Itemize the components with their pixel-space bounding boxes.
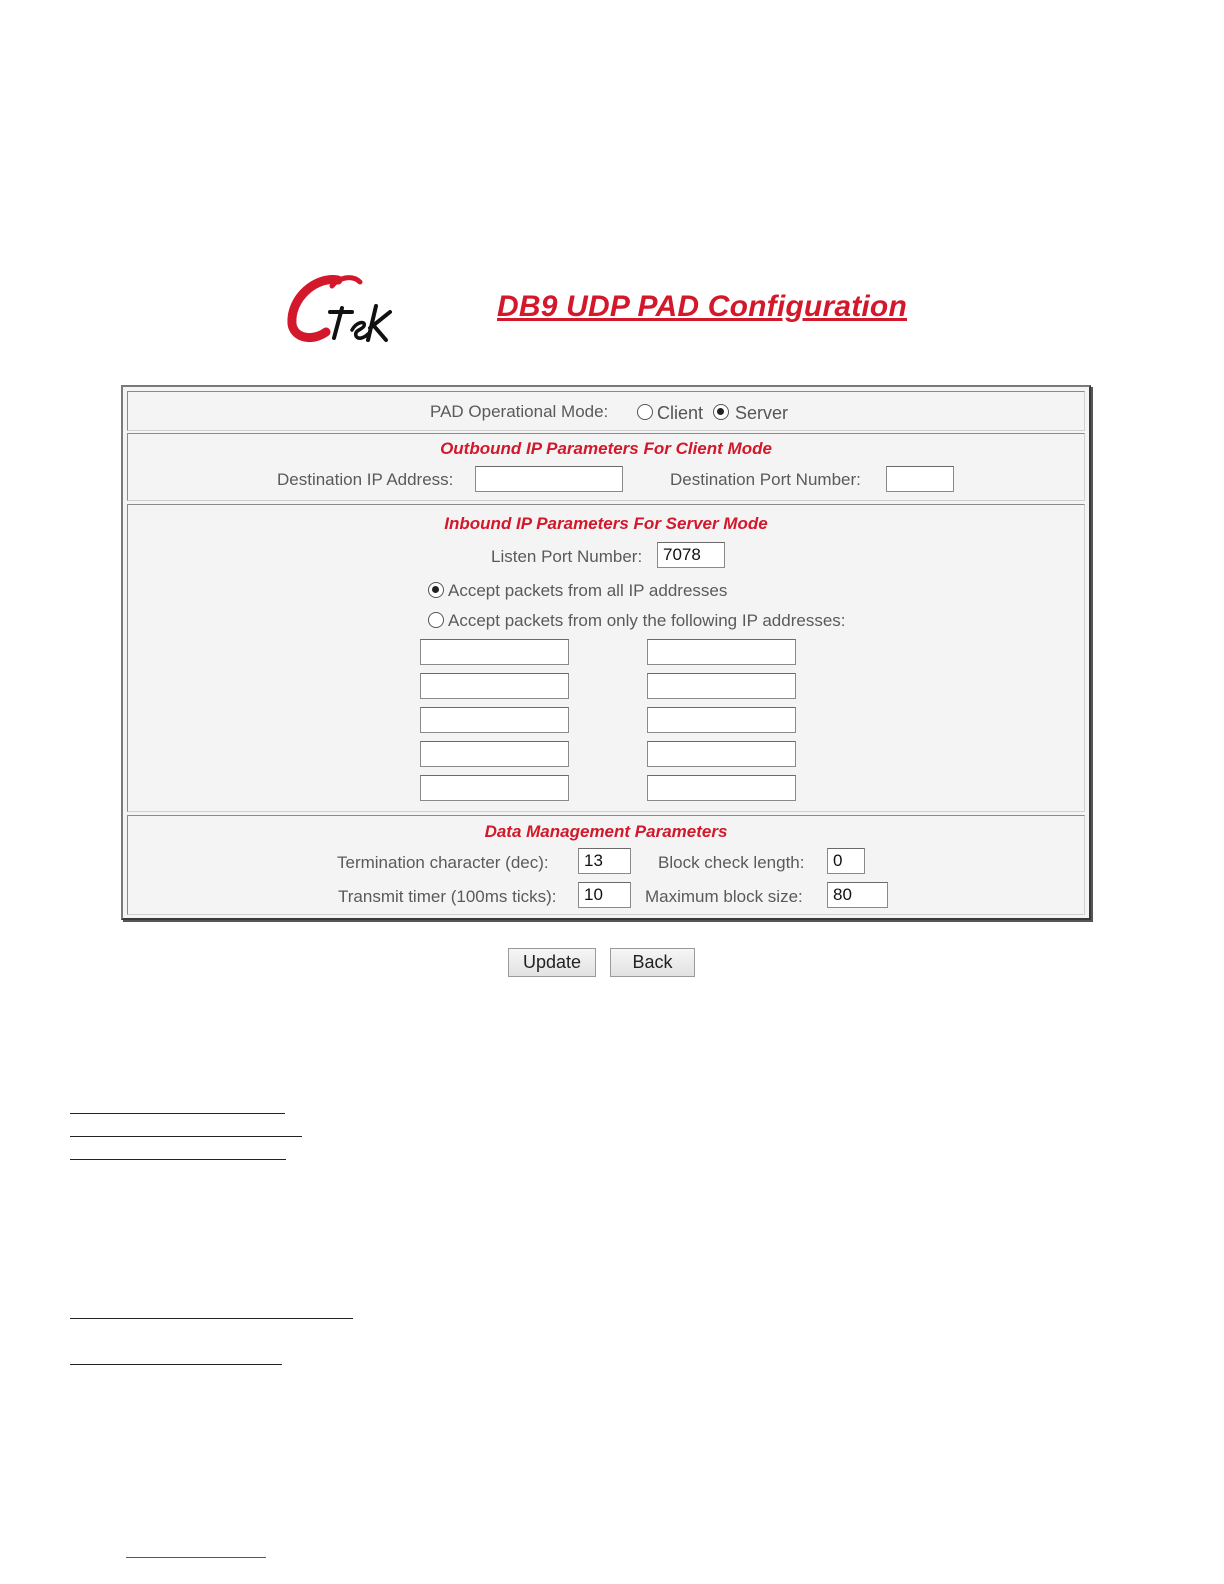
ctek-logo [286,272,398,348]
server-label: Server [735,403,789,423]
underline-rule [70,1136,302,1137]
allowed-ip-input[interactable] [420,639,569,665]
data-management-section [127,815,1085,915]
allowed-ip-input[interactable] [420,673,569,699]
allowed-ip-input[interactable] [420,741,569,767]
block-check-input[interactable] [827,848,865,874]
update-button[interactable]: Update [508,948,596,977]
allowed-ip-input[interactable] [647,707,796,733]
dest-ip-label: Destination IP Address: [277,470,454,489]
allowed-ip-input[interactable] [420,707,569,733]
accept-list-radio[interactable] [428,612,444,628]
inbound-section [127,504,1085,812]
listen-port-label: Listen Port Number: [491,547,643,566]
block-check-label: Block check length: [658,853,805,872]
mode-label: PAD Operational Mode: [430,402,609,421]
accept-all-label: Accept packets from all IP addresses [448,581,728,600]
transmit-timer-label: Transmit timer (100ms ticks): [338,887,557,906]
max-block-size-input[interactable] [827,882,888,908]
outbound-heading: Outbound IP Parameters For Client Mode [440,439,772,458]
client-label: Client [657,403,704,423]
accept-list-label: Accept packets from only the following IP addresses: [448,611,846,630]
mode-section [127,391,1085,431]
underline-rule [70,1159,286,1160]
config-form [121,385,1091,920]
termination-char-input[interactable] [578,848,631,874]
back-button[interactable]: Back [610,948,695,977]
transmit-timer-input[interactable] [578,882,631,908]
allowed-ip-input[interactable] [647,741,796,767]
accept-all-radio[interactable] [428,582,444,598]
underline-rule [70,1318,353,1319]
allowed-ip-input[interactable] [647,775,796,801]
inbound-heading: Inbound IP Parameters For Server Mode [444,514,768,533]
server-radio[interactable] [713,404,729,420]
dest-port-label: Destination Port Number: [670,470,861,489]
underline-rule [70,1364,282,1365]
link-underline [126,1557,266,1558]
underline-rule [70,1113,285,1114]
dest-ip-input[interactable] [475,466,623,492]
dest-port-input[interactable] [886,466,954,492]
page-title: DB9 UDP PAD Configuration [497,290,907,323]
outbound-section [127,433,1085,501]
termination-char-label: Termination character (dec): [337,853,549,872]
max-block-size-label: Maximum block size: [645,887,803,906]
allowed-ip-input[interactable] [647,673,796,699]
client-radio[interactable] [637,404,653,420]
listen-port-input[interactable] [657,542,725,568]
allowed-ip-input[interactable] [420,775,569,801]
allowed-ip-input[interactable] [647,639,796,665]
data-management-heading: Data Management Parameters [484,822,728,841]
